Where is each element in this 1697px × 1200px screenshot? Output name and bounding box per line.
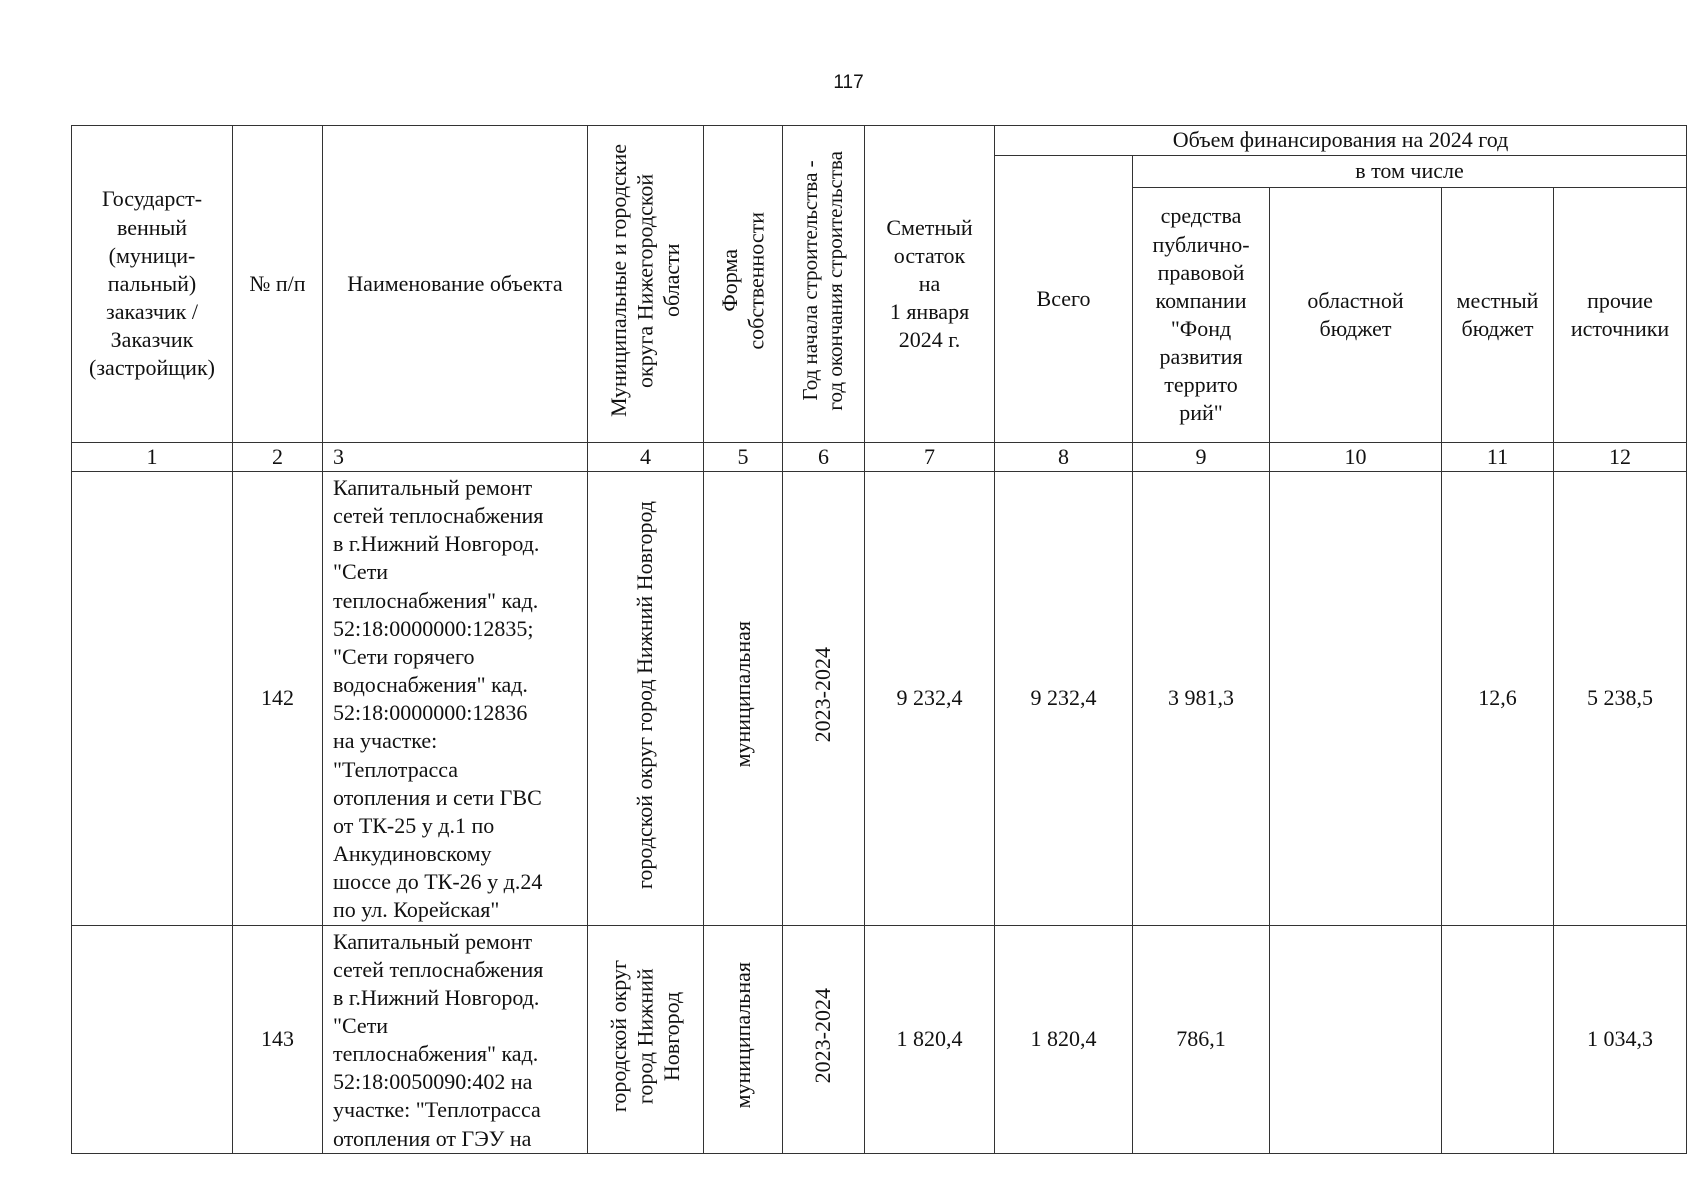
header-regional-budget: областной бюджет [1270, 188, 1442, 443]
column-number: 8 [995, 443, 1133, 472]
column-number: 6 [783, 443, 865, 472]
row-years-cell [783, 472, 865, 926]
row-years: 2023-2024 [810, 647, 836, 743]
header-municipality-cell [588, 126, 704, 443]
row-fund: 786,1 [1133, 925, 1270, 1153]
column-number: 2 [233, 443, 323, 472]
row-ownership: муниципальная [729, 621, 755, 768]
column-number-row [72, 443, 1687, 472]
row-regional-budget [1270, 925, 1442, 1153]
row-other-sources: 5 238,5 [1554, 472, 1687, 926]
header-including: в том числе [1133, 156, 1687, 188]
row-regional-budget [1270, 472, 1442, 926]
row-total: 9 232,4 [995, 472, 1133, 926]
row-number: 143 [233, 925, 323, 1153]
row-municipality: городской округ город Нижний Новгород [632, 500, 658, 889]
row-other-sources: 1 034,3 [1554, 925, 1687, 1153]
row-ownership-cell [704, 925, 783, 1153]
column-number: 12 [1554, 443, 1687, 472]
row-years: 2023-2024 [810, 987, 836, 1084]
row-remaining: 9 232,4 [865, 472, 995, 926]
header-municipality: Муниципальные и городские округа Нижегородской области [605, 143, 684, 417]
row-customer [72, 472, 233, 926]
header-years-cell [783, 126, 865, 443]
row-remaining: 1 820,4 [865, 925, 995, 1153]
row-ownership-cell [704, 472, 783, 926]
header-customer: Государст- венный (муници- пальный) заказчик / Заказчик (застройщик) [72, 126, 233, 443]
row-ownership: муниципальная [729, 962, 755, 1109]
header-local-budget: местный бюджет [1442, 188, 1554, 443]
column-number: 10 [1270, 443, 1442, 472]
header-years: Год начала строительства - год окончания строительства [798, 150, 848, 411]
column-number: 5 [704, 443, 783, 472]
column-number: 11 [1442, 443, 1554, 472]
row-number: 142 [233, 472, 323, 926]
header-remaining: Сметный остаток на 1 января 2024 г. [865, 126, 995, 443]
header-total: Всего [995, 156, 1133, 443]
header-financing: Объем финансирования на 2024 год [995, 126, 1687, 156]
table-row [72, 472, 1687, 926]
column-number: 4 [588, 443, 704, 472]
page-number: 117 [833, 72, 864, 93]
header-object-name: Наименование объекта [323, 126, 588, 443]
row-local-budget [1442, 925, 1554, 1153]
column-number: 3 [323, 443, 588, 472]
column-number: 7 [865, 443, 995, 472]
column-number: 9 [1133, 443, 1270, 472]
row-municipality: городской округ город Нижний Новгород [605, 959, 684, 1112]
financing-table [71, 125, 1687, 1154]
row-object-name: Капитальный ремонт сетей теплоснабжения в г.Нижний Новгород. "Сети теплоснабжения" кад. 52:18:0000000:12835; "Сети горячего водоснабжения" кад. 52:18:0000000:12836 на участке: "Теплотрасса отопления и сети ГВС от ТК-25 у д.1 по Анкудиновскому шоссе до ТК-26 у д.24 по ул. Корейская" [323, 472, 588, 926]
row-object-name: Капитальный ремонт сетей теплоснабжения в г.Нижний Новгород. "Сети теплоснабжения" кад. 52:18:0050090:402 на участке: "Теплотрасса отопления от ГЭУ на [323, 925, 588, 1153]
row-municipality-cell [588, 925, 704, 1153]
header-number: № п/п [233, 126, 323, 443]
row-customer [72, 925, 233, 1153]
row-municipality-cell [588, 472, 704, 926]
row-fund: 3 981,3 [1133, 472, 1270, 926]
header-ownership: Форма собственности [716, 211, 768, 350]
header-other-sources: прочие источники [1554, 188, 1687, 443]
table-row [72, 925, 1687, 1153]
row-local-budget: 12,6 [1442, 472, 1554, 926]
row-total: 1 820,4 [995, 925, 1133, 1153]
row-years-cell [783, 925, 865, 1153]
header-fund: средства публично- правовой компании "Фонд развития террито рий" [1133, 188, 1270, 443]
column-number: 1 [72, 443, 233, 472]
header-ownership-cell [704, 126, 783, 443]
